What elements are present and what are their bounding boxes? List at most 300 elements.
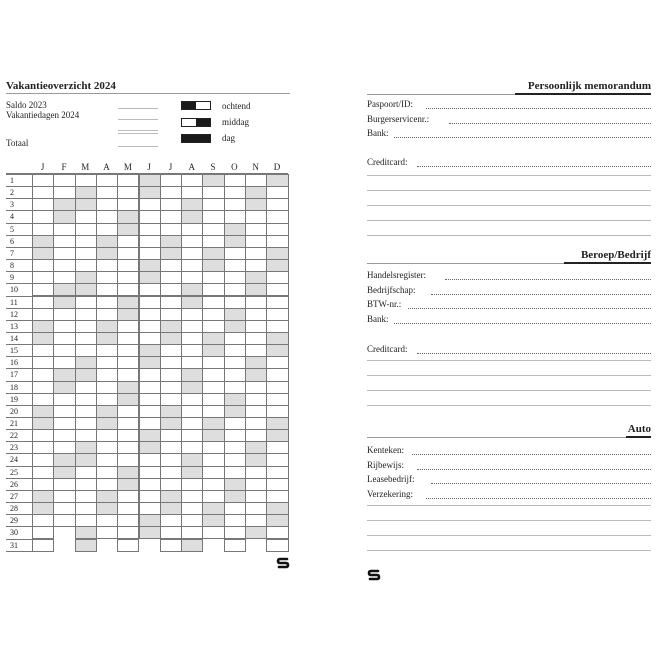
calendar-day-cell[interactable]	[53, 223, 75, 236]
day-number: 26	[10, 479, 18, 489]
calendar-day-cell[interactable]	[202, 247, 224, 260]
field-input-btw-nr[interactable]	[408, 308, 651, 309]
calendar-day-cell[interactable]	[224, 539, 246, 552]
day-number: 5	[10, 224, 14, 234]
day-row-rule	[6, 210, 32, 211]
day-row-rule	[6, 283, 32, 284]
month-header: M	[81, 162, 90, 172]
calendar-day-cell[interactable]	[266, 332, 288, 345]
writing-line[interactable]	[367, 375, 651, 376]
calendar-day-cell[interactable]	[53, 405, 75, 418]
calendar-day-cell[interactable]	[202, 332, 224, 345]
calendar-day-cell[interactable]	[32, 283, 54, 296]
calendar-day-cell[interactable]	[139, 526, 161, 539]
saldo-line	[118, 108, 158, 109]
calendar-day-cell[interactable]	[32, 223, 54, 236]
calendar-day-cell[interactable]	[160, 271, 182, 284]
day-number: 2	[10, 188, 14, 198]
calendar-day-cell[interactable]	[245, 186, 267, 199]
calendar-day-cell[interactable]	[224, 466, 246, 479]
field-label-bedrijfschap: Bedrijfschap:	[367, 284, 416, 295]
calendar-day-cell[interactable]	[32, 429, 54, 442]
calendar-day-cell[interactable]	[181, 466, 203, 479]
calendar-day-cell[interactable]	[181, 526, 203, 539]
calendar-day-cell[interactable]	[202, 368, 224, 381]
field-label-bank: Bank:	[367, 313, 389, 324]
calendar-day-cell[interactable]	[245, 283, 267, 296]
calendar-day-cell[interactable]	[32, 344, 54, 357]
calendar-day-cell[interactable]	[160, 332, 182, 345]
calendar-day-cell[interactable]	[266, 405, 288, 418]
calendar-day-cell[interactable]	[224, 271, 246, 284]
field-label-btw-nr: BTW-nr.:	[367, 299, 402, 309]
calendar-day-cell[interactable]	[224, 368, 246, 381]
field-label-burgerservicenr: Burgerservicenr.:	[367, 113, 430, 124]
calendar-day-cell[interactable]	[224, 210, 246, 223]
calendar-day-cell[interactable]	[245, 526, 267, 539]
calendar-day-cell[interactable]	[245, 271, 267, 284]
calendar-day-cell[interactable]	[266, 308, 288, 321]
calendar-day-cell[interactable]	[245, 210, 267, 223]
calendar-day-cell[interactable]	[224, 405, 246, 418]
calendar-day-cell[interactable]	[266, 283, 288, 296]
calendar-day-cell[interactable]	[181, 405, 203, 418]
calendar-day-cell[interactable]	[117, 283, 139, 296]
calendar-day-cell[interactable]	[96, 453, 118, 466]
calendar-day-cell[interactable]	[224, 429, 246, 442]
calendar-day-cell[interactable]	[266, 247, 288, 260]
calendar-day-cell[interactable]	[96, 283, 118, 296]
calendar-day-cell[interactable]	[160, 453, 182, 466]
calendar-day-cell[interactable]	[117, 393, 139, 406]
calendar-day-cell[interactable]	[96, 247, 118, 260]
calendar-day-cell[interactable]	[32, 514, 54, 527]
calendar-day-cell[interactable]	[117, 271, 139, 284]
day-row-rule	[6, 441, 32, 442]
calendar-day-cell[interactable]	[32, 466, 54, 479]
calendar-day-cell[interactable]	[117, 466, 139, 479]
calendar-day-cell[interactable]	[266, 393, 288, 406]
calendar-day-cell[interactable]	[224, 332, 246, 345]
field-input-rijbewijs[interactable]	[417, 469, 651, 470]
calendar-day-cell[interactable]	[266, 210, 288, 223]
calendar-day-cell[interactable]	[96, 393, 118, 406]
day-number: 4	[10, 212, 14, 222]
calendar-day-cell[interactable]	[181, 514, 203, 527]
calendar-day-cell[interactable]	[32, 186, 54, 199]
field-input-handelsregister[interactable]	[445, 279, 651, 280]
calendar-day-cell[interactable]	[224, 514, 246, 527]
calendar-day-cell[interactable]	[32, 393, 54, 406]
calendar-day-cell[interactable]	[160, 247, 182, 260]
day-number: 10	[10, 285, 18, 295]
calendar-day-cell[interactable]	[224, 344, 246, 357]
writing-line[interactable]	[367, 175, 651, 176]
calendar-day-cell[interactable]	[224, 186, 246, 199]
calendar-day-cell[interactable]	[32, 490, 54, 503]
calendar-day-cell[interactable]	[245, 429, 267, 442]
calendar-day-cell[interactable]	[181, 490, 203, 503]
calendar-day-cell[interactable]	[96, 223, 118, 236]
calendar-day-cell[interactable]	[117, 453, 139, 466]
calendar-day-cell[interactable]	[160, 429, 182, 442]
calendar-day-cell[interactable]	[266, 368, 288, 381]
calendar-day-cell[interactable]	[245, 368, 267, 381]
calendar-day-cell[interactable]	[224, 526, 246, 539]
day-row-rule	[6, 174, 32, 175]
calendar-day-cell[interactable]	[202, 393, 224, 406]
calendar-day-cell[interactable]	[117, 368, 139, 381]
writing-line[interactable]	[367, 550, 651, 551]
field-label-creditcard: Creditcard:	[367, 344, 408, 354]
calendar-day-cell[interactable]	[139, 514, 161, 527]
calendar-day-cell[interactable]	[96, 186, 118, 199]
calendar-day-cell[interactable]	[245, 308, 267, 321]
field-input-creditcard[interactable]	[417, 353, 651, 354]
calendar-day-cell[interactable]	[53, 186, 75, 199]
calendar-day-cell[interactable]	[224, 308, 246, 321]
calendar-day-cell[interactable]	[139, 344, 161, 357]
field-input-bedrijfschap[interactable]	[431, 294, 651, 295]
calendar-day-cell[interactable]	[202, 429, 224, 442]
calendar-day-cell[interactable]	[139, 271, 161, 284]
section-title-auto: Auto	[627, 423, 651, 435]
vakantiedagen-label: Vakantiedagen 2024	[6, 110, 80, 120]
calendar-day-cell[interactable]	[202, 344, 224, 357]
calendar-day-cell[interactable]	[53, 429, 75, 442]
calendar-day-cell[interactable]	[96, 308, 118, 321]
calendar-day-cell[interactable]	[75, 186, 97, 199]
calendar-day-cell[interactable]	[202, 223, 224, 236]
calendar-day-cell[interactable]	[160, 186, 182, 199]
calendar-day-cell[interactable]	[224, 283, 246, 296]
calendar-day-cell[interactable]	[139, 308, 161, 321]
day-number: 8	[10, 261, 14, 271]
calendar-day-cell[interactable]	[245, 223, 267, 236]
calendar-day-cell[interactable]	[139, 332, 161, 345]
calendar-day-cell[interactable]	[53, 453, 75, 466]
calendar-day-cell[interactable]	[75, 393, 97, 406]
field-label-bank: Bank:	[367, 128, 389, 138]
legend-dag-swatch	[181, 134, 211, 143]
calendar-day-cell[interactable]	[160, 223, 182, 236]
calendar-day-cell[interactable]	[266, 223, 288, 236]
calendar-day-cell[interactable]	[75, 539, 97, 552]
field-input-bank[interactable]	[394, 137, 651, 138]
calendar-day-cell[interactable]	[32, 247, 54, 260]
saldo-label: Saldo 2023	[6, 100, 47, 110]
calendar-day-cell[interactable]	[75, 271, 97, 284]
calendar-day-cell[interactable]	[96, 271, 118, 284]
calendar-day-cell[interactable]	[160, 308, 182, 321]
calendar-day-cell[interactable]	[139, 453, 161, 466]
calendar-day-cell[interactable]	[75, 247, 97, 260]
section-title-underline	[626, 436, 651, 438]
calendar-day-cell[interactable]	[160, 466, 182, 479]
day-row-rule	[6, 308, 32, 309]
calendar-day-cell[interactable]	[96, 210, 118, 223]
day-number: 19	[10, 394, 18, 404]
calendar-day-cell[interactable]	[245, 332, 267, 345]
field-input-creditcard[interactable]	[417, 166, 651, 167]
vacation-overview-title: Vakantieoverzicht 2024	[6, 80, 116, 92]
day-row-rule	[6, 332, 32, 333]
calendar-day-cell[interactable]	[266, 526, 288, 539]
month-header: O	[231, 162, 238, 172]
calendar-day-cell[interactable]	[32, 405, 54, 418]
calendar-day-cell[interactable]	[160, 210, 182, 223]
calendar-day-cell[interactable]	[266, 344, 288, 357]
calendar-day-cell[interactable]	[245, 393, 267, 406]
field-label-kenteken: Kenteken:	[367, 445, 404, 455]
calendar-day-cell[interactable]	[202, 453, 224, 466]
calendar-day-cell[interactable]	[245, 405, 267, 418]
calendar-day-cell[interactable]	[117, 405, 139, 418]
calendar-day-cell[interactable]	[117, 490, 139, 503]
day-number: 3	[10, 200, 14, 210]
calendar-day-cell[interactable]	[245, 344, 267, 357]
field-input-bank[interactable]	[394, 323, 651, 324]
calendar-day-cell[interactable]	[181, 368, 203, 381]
calendar-day-cell[interactable]	[53, 514, 75, 527]
calendar-day-cell[interactable]	[96, 526, 118, 539]
calendar-day-cell[interactable]	[181, 539, 203, 552]
calendar-day-cell[interactable]	[117, 332, 139, 345]
writing-line[interactable]	[367, 190, 651, 191]
writing-line[interactable]	[367, 535, 651, 536]
calendar-day-cell[interactable]	[96, 429, 118, 442]
calendar-day-cell[interactable]	[96, 332, 118, 345]
day-row-rule	[6, 259, 32, 260]
calendar-day-cell[interactable]	[139, 283, 161, 296]
calendar-day-cell[interactable]	[75, 283, 97, 296]
calendar-day-cell[interactable]	[224, 247, 246, 260]
calendar-day-cell[interactable]	[202, 514, 224, 527]
calendar-day-cell[interactable]	[202, 466, 224, 479]
calendar-day-cell[interactable]	[266, 271, 288, 284]
calendar-day-cell[interactable]	[75, 514, 97, 527]
calendar-day-cell[interactable]	[202, 210, 224, 223]
calendar-day-cell[interactable]	[53, 283, 75, 296]
day-row-rule	[6, 381, 32, 382]
month-header: M	[123, 162, 132, 172]
calendar-day-cell[interactable]	[202, 283, 224, 296]
calendar-day-cell[interactable]	[181, 393, 203, 406]
calendar-day-cell[interactable]	[139, 490, 161, 503]
calendar-day-cell[interactable]	[32, 210, 54, 223]
calendar-day-cell[interactable]	[139, 466, 161, 479]
day-row-rule	[6, 466, 32, 467]
calendar-day-cell[interactable]	[181, 429, 203, 442]
legend-middag-swatch	[181, 118, 211, 127]
writing-line[interactable]	[367, 235, 651, 236]
calendar-day-cell[interactable]	[75, 223, 97, 236]
calendar-day-cell[interactable]	[32, 453, 54, 466]
calendar-day-cell[interactable]	[266, 453, 288, 466]
sum-line-b	[118, 133, 158, 134]
calendar-day-cell[interactable]	[160, 490, 182, 503]
calendar-day-cell[interactable]	[139, 247, 161, 260]
calendar-day-cell[interactable]	[181, 271, 203, 284]
calendar-day-cell[interactable]	[139, 393, 161, 406]
calendar-day-cell[interactable]	[160, 526, 182, 539]
calendar-day-cell[interactable]	[117, 429, 139, 442]
month-header: J	[168, 162, 173, 172]
day-number: 30	[10, 528, 18, 538]
calendar-day-cell[interactable]	[160, 283, 182, 296]
calendar-day-cell[interactable]	[224, 453, 246, 466]
calendar-day-cell[interactable]	[266, 429, 288, 442]
calendar-day-cell[interactable]	[117, 539, 139, 552]
calendar-day-cell[interactable]	[181, 223, 203, 236]
calendar-day-cell[interactable]	[32, 271, 54, 284]
calendar-day-cell[interactable]	[117, 344, 139, 357]
field-input-paspoort-id[interactable]	[426, 108, 651, 109]
legend-middag-label: middag	[222, 117, 249, 127]
calendar-day-cell[interactable]	[117, 514, 139, 527]
calendar-day-cell[interactable]	[53, 393, 75, 406]
calendar-day-cell[interactable]	[202, 490, 224, 503]
day-number: 13	[10, 321, 18, 331]
field-input-burgerservicenr[interactable]	[449, 123, 651, 124]
writing-line[interactable]	[367, 520, 651, 521]
calendar-day-cell[interactable]	[75, 466, 97, 479]
calendar-day-cell[interactable]	[75, 210, 97, 223]
day-row-rule	[6, 393, 32, 394]
calendar-day-cell[interactable]	[75, 490, 97, 503]
calendar-day-cell[interactable]	[117, 210, 139, 223]
calendar-day-cell[interactable]	[181, 210, 203, 223]
calendar-day-cell[interactable]	[139, 186, 161, 199]
calendar-day-cell[interactable]	[245, 466, 267, 479]
field-input-leasebedrijf[interactable]	[431, 483, 651, 484]
calendar-day-cell[interactable]	[202, 186, 224, 199]
calendar-day-cell[interactable]	[96, 344, 118, 357]
calendar-day-cell[interactable]	[181, 186, 203, 199]
calendar-day-cell[interactable]	[96, 490, 118, 503]
month-header: D	[273, 162, 281, 172]
calendar-day-cell[interactable]	[202, 308, 224, 321]
calendar-day-cell[interactable]	[181, 247, 203, 260]
calendar-day-cell[interactable]	[224, 490, 246, 503]
calendar-day-cell[interactable]	[160, 368, 182, 381]
calendar-day-cell[interactable]	[202, 526, 224, 539]
writing-line[interactable]	[367, 205, 651, 206]
calendar-day-cell[interactable]	[117, 186, 139, 199]
day-number: 31	[10, 540, 18, 550]
calendar-day-cell[interactable]	[53, 344, 75, 357]
calendar-day-cell[interactable]	[160, 539, 182, 552]
calendar-day-cell[interactable]	[160, 405, 182, 418]
calendar-day-cell[interactable]	[245, 247, 267, 260]
day-row-rule	[6, 478, 32, 479]
calendar-day-cell[interactable]	[139, 223, 161, 236]
calendar-day-cell[interactable]	[266, 466, 288, 479]
calendar-day-cell[interactable]	[181, 283, 203, 296]
calendar-day-cell[interactable]	[32, 368, 54, 381]
writing-line[interactable]	[367, 505, 651, 506]
calendar-day-cell[interactable]	[75, 526, 97, 539]
calendar-day-cell[interactable]	[53, 210, 75, 223]
calendar-day-cell[interactable]	[53, 466, 75, 479]
field-input-kenteken[interactable]	[412, 454, 651, 455]
calendar-day-cell[interactable]	[266, 186, 288, 199]
calendar-day-cell[interactable]	[75, 429, 97, 442]
calendar-day-cell[interactable]	[139, 405, 161, 418]
calendar-day-cell[interactable]	[96, 405, 118, 418]
calendar-day-cell[interactable]	[224, 223, 246, 236]
calendar-day-cell[interactable]	[117, 308, 139, 321]
calendar-day-cell[interactable]	[53, 368, 75, 381]
month-header: S	[210, 162, 216, 172]
day-row-rule	[6, 526, 32, 527]
calendar-day-cell[interactable]	[53, 247, 75, 260]
calendar-day-cell[interactable]	[96, 514, 118, 527]
writing-line[interactable]	[367, 405, 651, 406]
calendar-day-cell[interactable]	[117, 223, 139, 236]
calendar-day-cell[interactable]	[139, 429, 161, 442]
calendar-day-cell[interactable]	[75, 308, 97, 321]
calendar-day-cell[interactable]	[75, 453, 97, 466]
writing-line[interactable]	[367, 360, 651, 361]
calendar-day-cell[interactable]	[96, 466, 118, 479]
calendar-day-cell[interactable]	[160, 344, 182, 357]
calendar-day-cell[interactable]	[202, 405, 224, 418]
day-row-rule	[6, 271, 32, 272]
calendar-day-cell[interactable]	[75, 344, 97, 357]
day-row-rule	[6, 502, 32, 503]
calendar-day-cell[interactable]	[32, 539, 54, 552]
calendar-day-cell[interactable]	[245, 514, 267, 527]
calendar-day-cell[interactable]	[32, 526, 54, 539]
day-row-rule	[6, 429, 32, 430]
calendar-day-cell[interactable]	[32, 308, 54, 321]
calendar-day-cell[interactable]	[181, 308, 203, 321]
calendar-day-cell[interactable]	[181, 453, 203, 466]
calendar-day-cell[interactable]	[139, 368, 161, 381]
calendar-day-cell[interactable]	[266, 539, 288, 552]
calendar-day-cell[interactable]	[53, 308, 75, 321]
calendar-day-cell[interactable]	[181, 344, 203, 357]
calendar-day-cell[interactable]	[53, 332, 75, 345]
calendar-day-cell[interactable]	[32, 332, 54, 345]
calendar-day-cell[interactable]	[53, 271, 75, 284]
day-row-rule	[6, 296, 32, 297]
calendar-day-cell[interactable]	[224, 393, 246, 406]
calendar-day-cell[interactable]	[53, 490, 75, 503]
writing-line[interactable]	[367, 390, 651, 391]
calendar-day-cell[interactable]	[245, 453, 267, 466]
calendar-day-cell[interactable]	[266, 514, 288, 527]
calendar-day-cell[interactable]	[117, 247, 139, 260]
calendar-day-cell[interactable]	[202, 271, 224, 284]
calendar-day-cell[interactable]	[96, 368, 118, 381]
day-number: 7	[10, 248, 14, 258]
month-header: F	[61, 162, 67, 172]
calendar-day-cell[interactable]	[75, 368, 97, 381]
calendar-day-cell[interactable]	[181, 332, 203, 345]
calendar-day-cell[interactable]	[245, 490, 267, 503]
calendar-day-cell[interactable]	[160, 514, 182, 527]
calendar-day-cell[interactable]	[139, 210, 161, 223]
calendar-day-cell[interactable]	[160, 393, 182, 406]
field-input-verzekering[interactable]	[426, 498, 651, 499]
calendar-day-cell[interactable]	[75, 405, 97, 418]
calendar-day-cell[interactable]	[266, 490, 288, 503]
calendar-day-cell[interactable]	[117, 526, 139, 539]
calendar-day-cell[interactable]	[75, 332, 97, 345]
writing-line[interactable]	[367, 220, 651, 221]
